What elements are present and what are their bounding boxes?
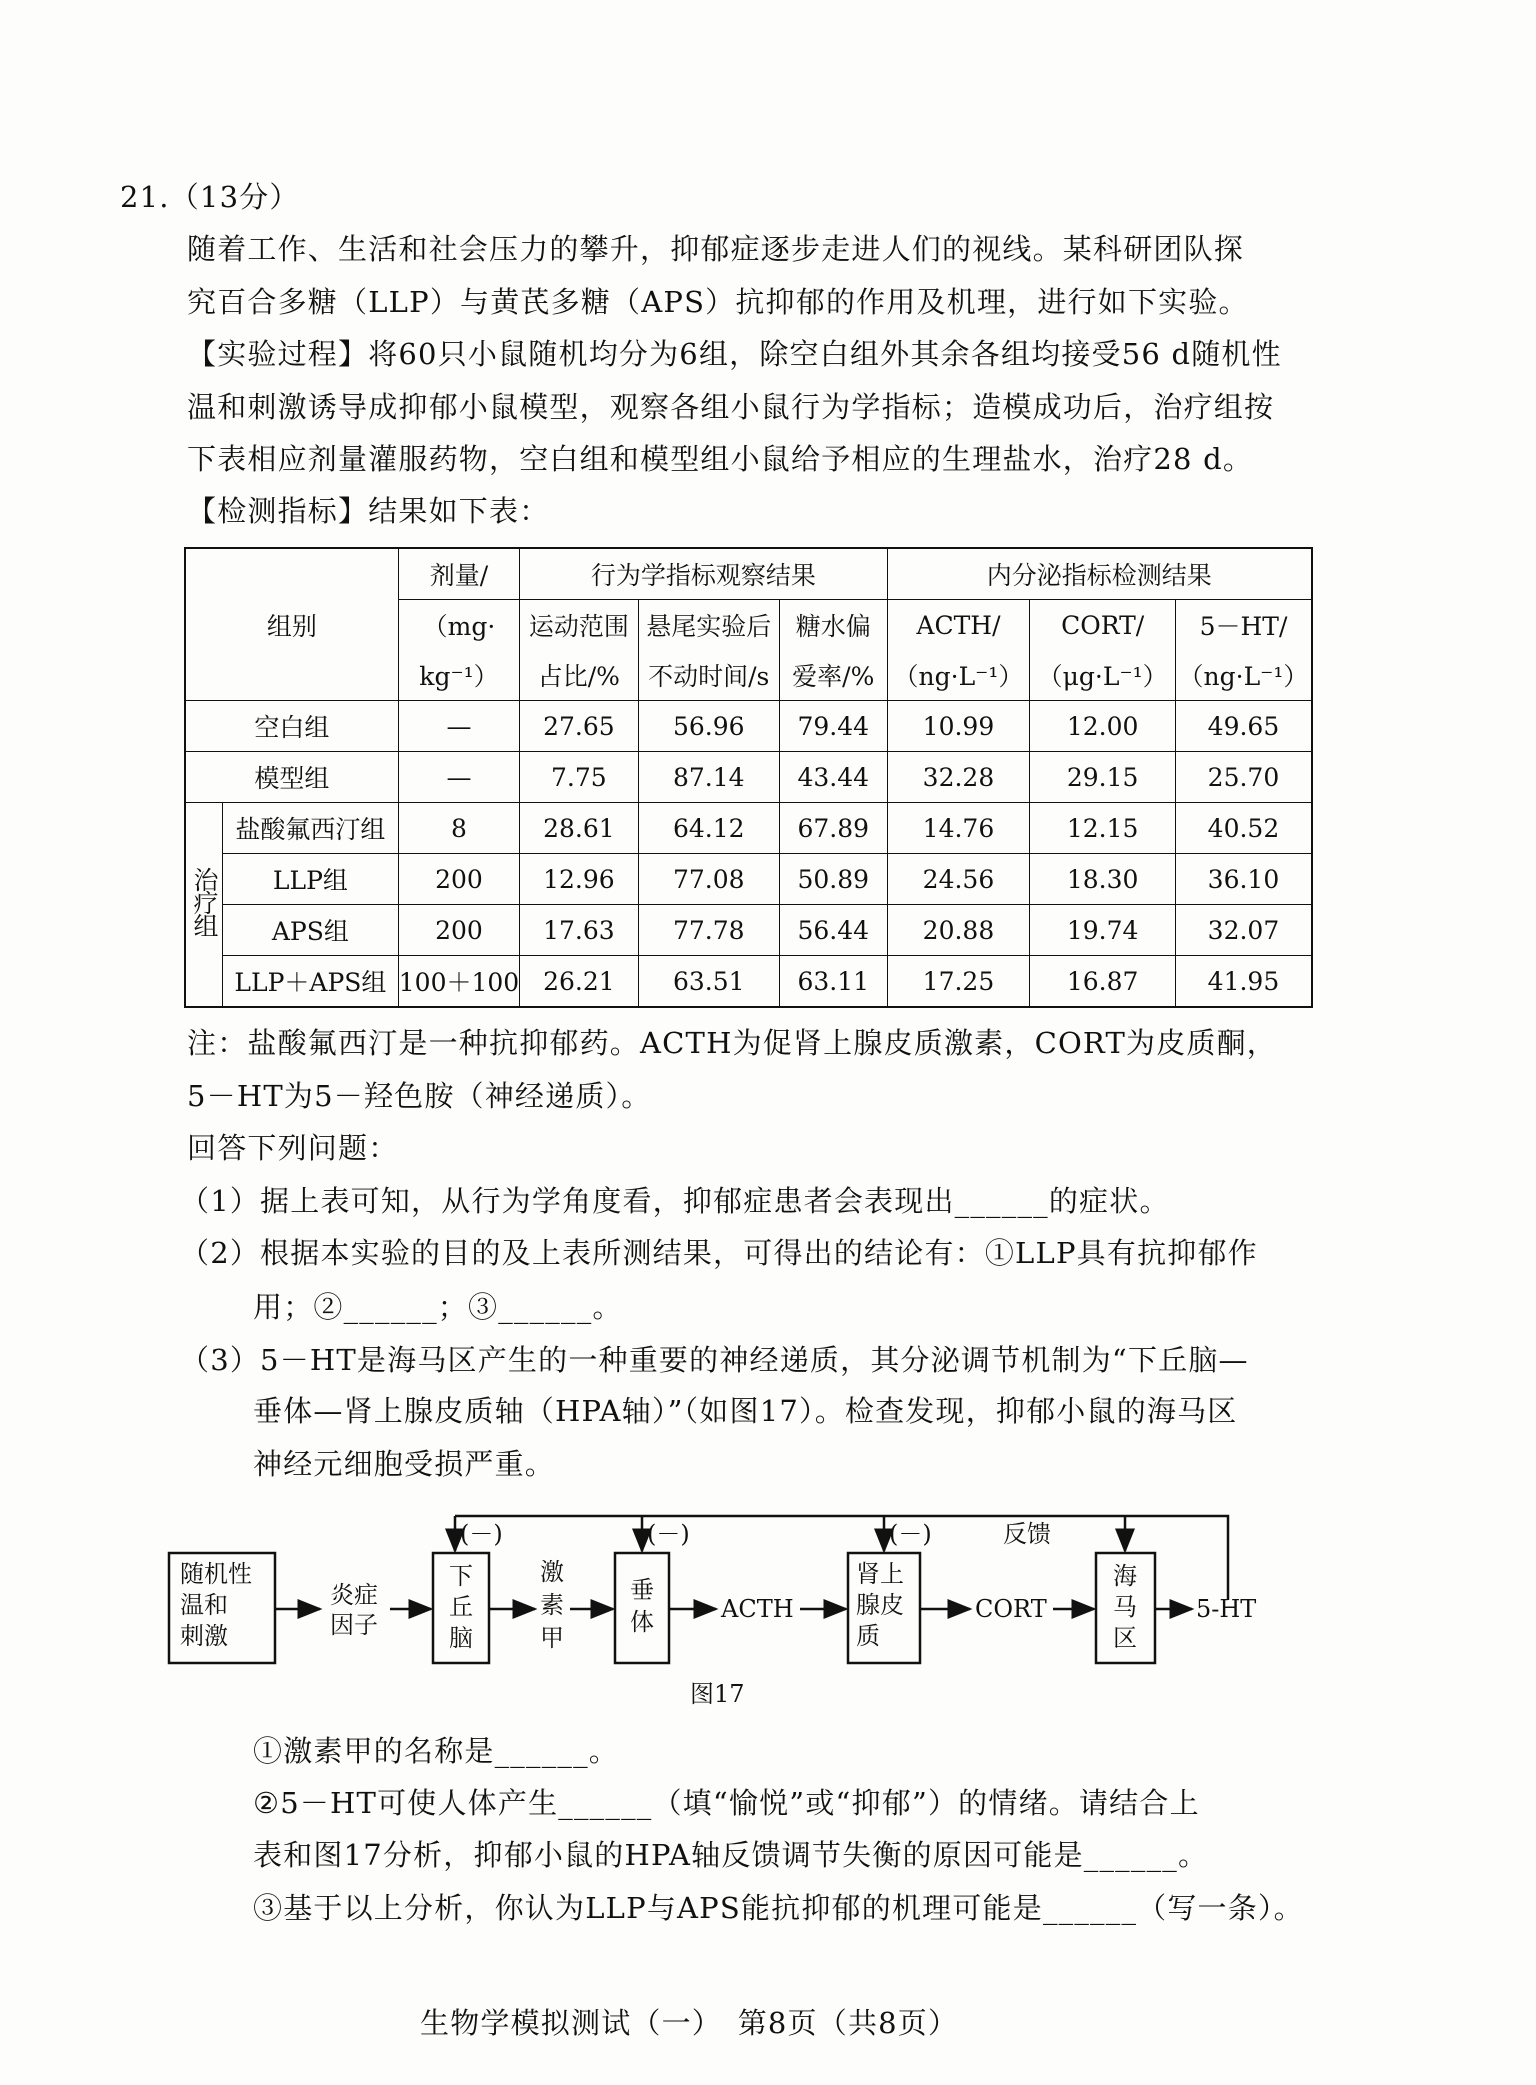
dose-cell: 8 <box>398 803 519 854</box>
table-row <box>185 905 1312 956</box>
value-cell: 25.70 <box>1175 752 1312 803</box>
value-cell: 64.12 <box>638 803 779 854</box>
value-cell: 29.15 <box>1030 752 1176 803</box>
value-cell: 12.15 <box>1030 803 1176 854</box>
value-cell: 50.89 <box>779 854 887 905</box>
figure-17-diagram <box>0 1500 1536 1710</box>
value-cell: 32.07 <box>1175 905 1312 956</box>
table-row <box>185 854 1312 905</box>
value-cell: 26.21 <box>520 956 638 1008</box>
pituitary-text: 垂 <box>630 1576 654 1604</box>
subheader: （ng·L⁻¹） <box>1175 650 1312 701</box>
inflammation-text: 因子 <box>330 1611 378 1639</box>
subheader: ACTH/ <box>887 600 1030 651</box>
value-cell: 40.52 <box>1175 803 1312 854</box>
value-cell: 24.56 <box>887 854 1030 905</box>
value-cell: 79.44 <box>779 701 887 752</box>
value-cell: 32.28 <box>887 752 1030 803</box>
table-row <box>185 803 1312 854</box>
negative-label: (－) <box>647 1520 690 1548</box>
dose-cell: — <box>398 752 519 803</box>
cort-label: CORT <box>975 1595 1047 1623</box>
sub-question-1: ①激素甲的名称是______。 <box>253 1734 620 1768</box>
value-cell: 20.88 <box>887 905 1030 956</box>
value-cell: 12.00 <box>1030 701 1176 752</box>
subheader: 糖水偏 <box>779 600 887 651</box>
subheader: CORT/ <box>1030 600 1176 651</box>
value-cell: 12.96 <box>520 854 638 905</box>
value-cell: 77.08 <box>638 854 779 905</box>
hippocampus-text: 海 <box>1113 1562 1137 1590</box>
value-cell: 14.76 <box>887 803 1030 854</box>
group-name: 空白组 <box>185 701 398 752</box>
sub-question-2: 表和图17分析，抑郁小鼠的HPA轴反馈调节失衡的原因可能是______。 <box>253 1838 1209 1872</box>
note-line: 注：盐酸氟西汀是一种抗抑郁药。ACTH为促肾上腺皮质激素，CORT为皮质酮， <box>187 1026 1277 1060</box>
value-cell: 43.44 <box>779 752 887 803</box>
process-line: 下表相应剂量灌服药物，空白组和模型组小鼠给予相应的生理盐水，治疗28 d。 <box>187 442 1254 476</box>
negative-label: (－) <box>460 1520 503 1548</box>
page-footer: 生物学模拟测试（一） 第8页（共8页） <box>420 2006 959 2040</box>
results-table <box>184 547 1313 1008</box>
subheader: （ng·L⁻¹） <box>887 650 1030 701</box>
intro-line: 究百合多糖（LLP）与黄芪多糖（APS）抗抑郁的作用及机理，进行如下实验。 <box>187 285 1249 319</box>
table-row <box>185 752 1312 803</box>
value-cell: 56.44 <box>779 905 887 956</box>
question-1: （1）据上表可知，从行为学角度看，抑郁症患者会表现出______的症状。 <box>180 1184 1170 1218</box>
header-dose: 剂量/ <box>398 548 519 600</box>
value-cell: 36.10 <box>1175 854 1312 905</box>
question-2: 用；②______；③______。 <box>253 1290 623 1324</box>
question-number: 21.（13分） <box>120 180 300 214</box>
figure-caption: 图17 <box>690 1680 745 1708</box>
value-cell: 87.14 <box>638 752 779 803</box>
value-cell: 18.30 <box>1030 854 1176 905</box>
hormone-text: 激 <box>540 1558 564 1586</box>
value-cell: 49.65 <box>1175 701 1312 752</box>
subheader: 悬尾实验后 <box>638 600 779 651</box>
adrenal-text: 质 <box>856 1622 880 1650</box>
stimulus-text: 刺激 <box>180 1622 228 1650</box>
group-name: 模型组 <box>185 752 398 803</box>
hormone-text: 甲 <box>540 1624 564 1652</box>
group-name: APS组 <box>223 905 399 956</box>
value-cell: 28.61 <box>520 803 638 854</box>
process-line: 温和刺激诱导成抑郁小鼠模型，观察各组小鼠行为学指标；造模成功后，治疗组按 <box>187 390 1275 424</box>
stimulus-text: 随机性 <box>180 1560 252 1588</box>
dose-cell: 200 <box>398 905 519 956</box>
value-cell: 67.89 <box>779 803 887 854</box>
value-cell: 63.11 <box>779 956 887 1008</box>
negative-label: (－) <box>889 1520 932 1548</box>
subheader: （μg·L⁻¹） <box>1030 650 1176 701</box>
value-cell: 77.78 <box>638 905 779 956</box>
value-cell: 16.87 <box>1030 956 1176 1008</box>
question-3: 神经元细胞受损严重。 <box>253 1447 556 1481</box>
dose-cell: 200 <box>398 854 519 905</box>
subheader: 占比/% <box>520 650 638 701</box>
inflammation-text: 炎症 <box>330 1581 378 1609</box>
group-name: 盐酸氟西汀组 <box>223 803 399 854</box>
treatment-group-label: 治疗组 <box>185 803 223 1008</box>
value-cell: 19.74 <box>1030 905 1176 956</box>
header-dose: （mg· <box>398 600 519 651</box>
hormone-text: 素 <box>540 1591 564 1619</box>
adrenal-text: 腺皮 <box>856 1591 904 1619</box>
dose-cell: — <box>398 701 519 752</box>
subheader: 5－HT/ <box>1175 600 1312 651</box>
feedback-label: 反馈 <box>1003 1520 1051 1548</box>
value-cell: 7.75 <box>520 752 638 803</box>
group-name: LLP＋APS组 <box>223 956 399 1008</box>
intro-line: 随着工作、生活和社会压力的攀升，抑郁症逐步走进人们的视线。某科研团队探 <box>187 232 1245 266</box>
hippocampus-text: 马 <box>1113 1593 1137 1621</box>
sub-question-2: ②5－HT可使人体产生______（填“愉悦”或“抑郁”）的情绪。请结合上 <box>253 1786 1200 1820</box>
subheader: 不动时间/s <box>638 650 779 701</box>
subheader: 运动范围 <box>520 600 638 651</box>
5ht-label: 5-HT <box>1196 1595 1257 1623</box>
value-cell: 17.25 <box>887 956 1030 1008</box>
table-row <box>185 956 1312 1008</box>
dose-cell: 100＋100 <box>398 956 519 1008</box>
question-2: （2）根据本实验的目的及上表所测结果，可得出的结论有：①LLP具有抗抑郁作 <box>180 1236 1258 1270</box>
note-line: 5－HT为5－羟色胺（神经递质）。 <box>187 1079 652 1113</box>
stimulus-text: 温和 <box>180 1591 228 1619</box>
detect-line: 【检测指标】结果如下表： <box>187 494 550 528</box>
sub-question-3: ③基于以上分析，你认为LLP与APS能抗抑郁的机理可能是______（写一条）。 <box>253 1891 1304 1925</box>
group-name: LLP组 <box>223 854 399 905</box>
header-endocrine: 内分泌指标检测结果 <box>887 548 1312 600</box>
question-3: 垂体—肾上腺皮质轴（HPA轴）”（如图17）。检查发现，抑郁小鼠的海马区 <box>253 1394 1238 1428</box>
acth-label: ACTH <box>721 1595 794 1623</box>
hippocampus-text: 区 <box>1113 1624 1137 1652</box>
header-behavior: 行为学指标观察结果 <box>520 548 887 600</box>
header-group: 组别 <box>185 548 398 701</box>
hypothalamus-text: 脑 <box>449 1624 473 1652</box>
value-cell: 63.51 <box>638 956 779 1008</box>
value-cell: 10.99 <box>887 701 1030 752</box>
value-cell: 17.63 <box>520 905 638 956</box>
hypothalamus-text: 丘 <box>449 1593 473 1621</box>
subheader: 爱率/% <box>779 650 887 701</box>
value-cell: 41.95 <box>1175 956 1312 1008</box>
value-cell: 27.65 <box>520 701 638 752</box>
question-3: （3）5－HT是海马区产生的一种重要的神经递质，其分泌调节机制为“下丘脑— <box>180 1343 1249 1377</box>
value-cell: 56.96 <box>638 701 779 752</box>
pituitary-text: 体 <box>630 1608 654 1636</box>
adrenal-text: 肾上 <box>856 1560 904 1588</box>
hypothalamus-text: 下 <box>449 1562 473 1590</box>
process-line: 【实验过程】将60只小鼠随机均分为6组，除空白组外其余各组均接受56 d随机性 <box>187 337 1282 371</box>
header-dose: kg⁻¹） <box>398 650 519 701</box>
table-row <box>185 701 1312 752</box>
answer-prompt: 回答下列问题： <box>187 1131 399 1165</box>
